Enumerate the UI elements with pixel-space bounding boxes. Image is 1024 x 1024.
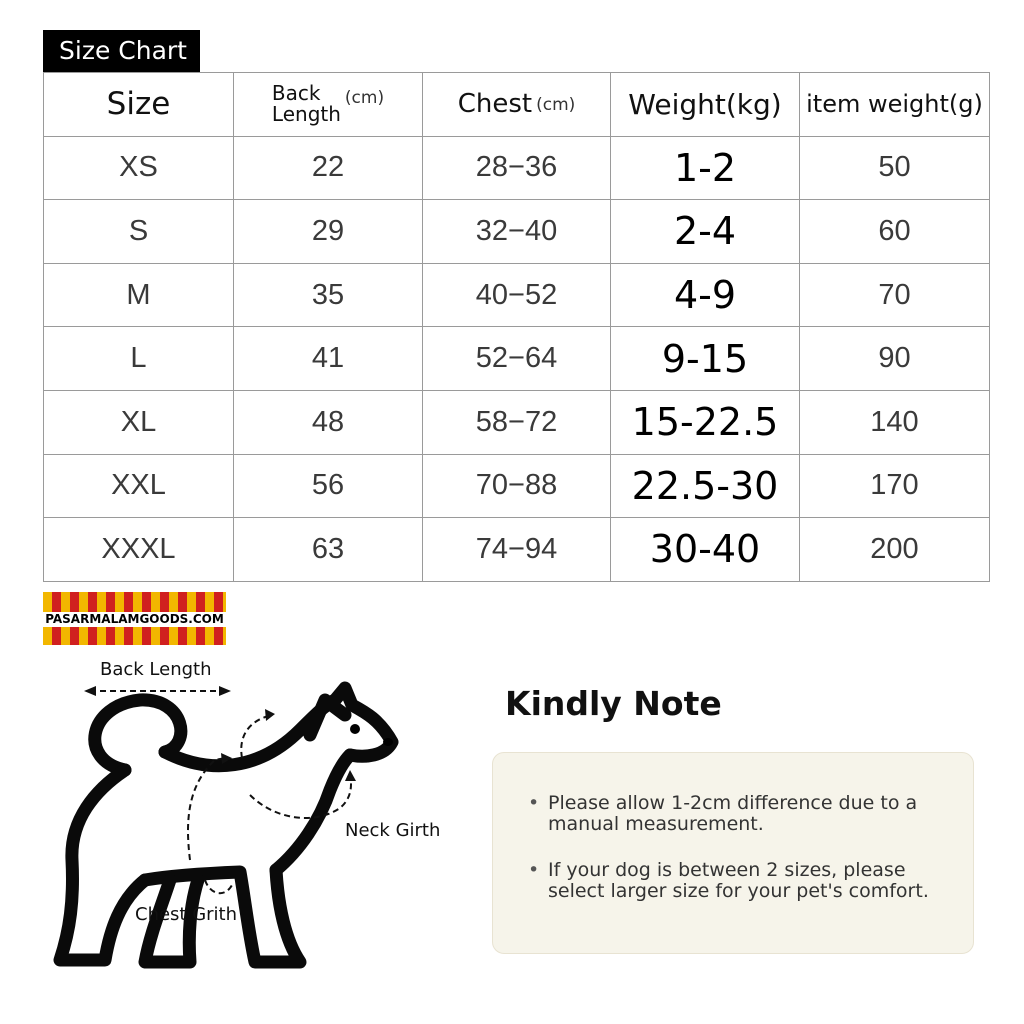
cell-size: S (44, 200, 234, 264)
size-chart-table (43, 72, 990, 582)
chest-girth-label: Chest Grith (135, 904, 238, 925)
header-back-length (234, 73, 423, 137)
cell-item-weight: 90 (800, 327, 990, 391)
cell-weight: 2-4 (611, 200, 800, 264)
cell-weight: 1-2 (611, 136, 800, 200)
store-logo-text: PASARMALAMGOODS.COM (43, 612, 226, 627)
cell-chest: 58−72 (423, 390, 611, 454)
cell-size: XXXL (44, 518, 234, 582)
table-row (44, 390, 990, 454)
note-item (528, 792, 943, 835)
bullet-icon: • (528, 859, 540, 881)
cell-size: L (44, 327, 234, 391)
cell-weight: 15-22.5 (611, 390, 800, 454)
note-item-text: Please allow 1-2cm difference due to a manual measurement. (548, 792, 918, 835)
cell-chest: 70−88 (423, 454, 611, 518)
cell-size: M (44, 263, 234, 327)
cell-chest: 74−94 (423, 518, 611, 582)
cell-item-weight: 200 (800, 518, 990, 582)
table-row (44, 327, 990, 391)
cell-weight: 22.5-30 (611, 454, 800, 518)
cell-back-length: 22 (234, 136, 423, 200)
cell-item-weight: 60 (800, 200, 990, 264)
table-row (44, 518, 990, 582)
cell-chest: 32−40 (423, 200, 611, 264)
header-back-line1: Back (271, 81, 321, 106)
back-length-arrow (84, 686, 231, 696)
cell-chest: 28−36 (423, 136, 611, 200)
note-item (528, 859, 943, 902)
cell-weight: 30-40 (611, 518, 800, 582)
cell-chest: 40−52 (423, 263, 611, 327)
header-chest-unit: (cm) (536, 94, 576, 115)
neck-girth-label: Neck Girth (345, 820, 441, 841)
kindly-note-card (492, 752, 974, 954)
cell-weight: 9-15 (611, 327, 800, 391)
header-row (44, 73, 990, 137)
bullet-icon: • (528, 792, 540, 814)
size-chart-title: Size Chart (43, 30, 200, 72)
table-row (44, 136, 990, 200)
cell-back-length: 63 (234, 518, 423, 582)
header-back-unit: (cm) (344, 88, 385, 109)
header-item-weight: item weight(g) (800, 73, 990, 137)
cell-back-length: 35 (234, 263, 423, 327)
cell-item-weight: 70 (800, 263, 990, 327)
cell-back-length: 48 (234, 390, 423, 454)
cell-weight: 4-9 (611, 263, 800, 327)
header-back-line2: Length (271, 102, 341, 127)
table-row (44, 200, 990, 264)
cell-item-weight: 170 (800, 454, 990, 518)
cell-size: XL (44, 390, 234, 454)
back-length-label: Back Length (100, 659, 212, 680)
note-item-text: If your dog is between 2 sizes, please select larger size for your pet's comfort. (548, 859, 929, 902)
store-logo (43, 592, 226, 645)
table-row (44, 454, 990, 518)
cell-item-weight: 50 (800, 136, 990, 200)
cell-size: XXL (44, 454, 234, 518)
header-chest-label: Chest (457, 89, 533, 120)
cell-back-length: 29 (234, 200, 423, 264)
cell-back-length: 41 (234, 327, 423, 391)
header-chest (423, 73, 611, 137)
table-row (44, 263, 990, 327)
cell-back-length: 56 (234, 454, 423, 518)
kindly-note-title: Kindly Note (505, 684, 722, 723)
dog-measurement-diagram (0, 640, 470, 985)
header-size: Size (44, 73, 234, 137)
header-weight: Weight(kg) (611, 73, 800, 137)
cell-chest: 52−64 (423, 327, 611, 391)
cell-item-weight: 140 (800, 390, 990, 454)
cell-size: XS (44, 136, 234, 200)
